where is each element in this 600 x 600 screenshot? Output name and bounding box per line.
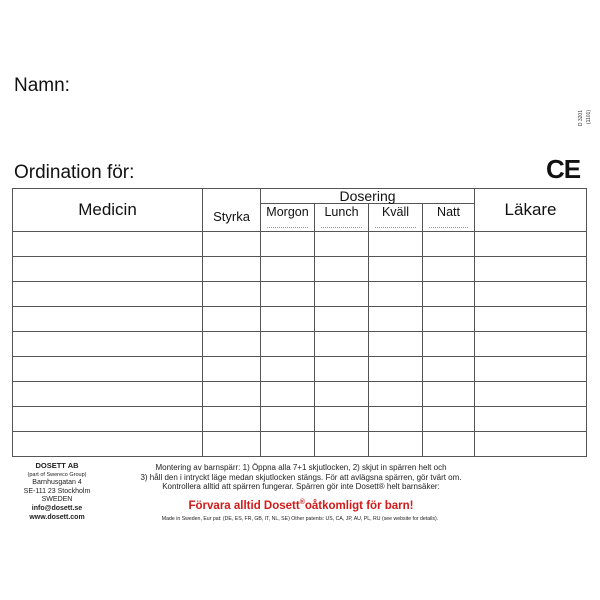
table-cell[interactable] (315, 382, 369, 407)
table-cell[interactable] (203, 282, 261, 307)
table-cell[interactable] (13, 357, 203, 382)
instructions-line: Kontrollera alltid att spärren fungerar. Spärren gör inte Dosett® helt barnsäker: (162, 482, 440, 492)
table-row (13, 407, 587, 432)
table-cell[interactable] (315, 357, 369, 382)
column-header-styrka: Styrka (203, 189, 261, 232)
table-cell[interactable] (423, 257, 475, 282)
table-cell[interactable] (261, 432, 315, 457)
table-cell[interactable] (369, 282, 423, 307)
ordination-label: Ordination för: (14, 162, 135, 183)
fill-line (321, 227, 362, 228)
table-cell[interactable] (423, 232, 475, 257)
company-street: Barnhusgatan 4 (32, 479, 82, 487)
table-cell[interactable] (261, 257, 315, 282)
subheader-label: Kväll (381, 205, 410, 219)
warning-text-part1: Förvara alltid Dosett (188, 499, 300, 512)
table-cell[interactable] (315, 307, 369, 332)
assembly-instructions (116, 463, 486, 492)
table-cell[interactable] (475, 357, 587, 382)
table-cell[interactable] (203, 432, 261, 457)
subheader-natt (423, 204, 475, 232)
table-cell[interactable] (315, 432, 369, 457)
table-cell[interactable] (315, 332, 369, 357)
company-country: SWEDEN (41, 496, 73, 504)
subheader-kvall (369, 204, 423, 232)
table-cell[interactable] (369, 407, 423, 432)
table-cell[interactable] (203, 332, 261, 357)
table-row (13, 382, 587, 407)
table-cell[interactable] (423, 432, 475, 457)
child-safety-warning (116, 499, 486, 512)
table-cell[interactable] (13, 407, 203, 432)
company-email-link[interactable]: info@dosett.se (31, 504, 83, 512)
company-name: DOSETT AB (35, 461, 79, 470)
table-cell[interactable] (13, 432, 203, 457)
table-cell[interactable] (13, 232, 203, 257)
table-cell[interactable] (475, 282, 587, 307)
company-group: (part of Swereco Group) (27, 471, 87, 478)
table-cell[interactable] (261, 307, 315, 332)
ce-mark-icon: CE (546, 154, 581, 184)
table-cell[interactable] (423, 282, 475, 307)
table-cell[interactable] (423, 307, 475, 332)
table-cell[interactable] (423, 382, 475, 407)
table-cell[interactable] (13, 257, 203, 282)
table-cell[interactable] (475, 332, 587, 357)
form-code-number: D 3201 (578, 110, 584, 127)
instructions-line: 3) håll den i intryckt läge medan skjutlocken stängs. För att avlägsna spärren, gör tvärt om. (140, 472, 462, 482)
table-cell[interactable] (369, 382, 423, 407)
table-cell[interactable] (369, 257, 423, 282)
table-cell[interactable] (13, 382, 203, 407)
table-cell[interactable] (315, 232, 369, 257)
table-cell[interactable] (315, 282, 369, 307)
subheader-label: Natt (437, 205, 460, 219)
table-cell[interactable] (369, 332, 423, 357)
subheader-morgon (261, 204, 315, 232)
table-cell[interactable] (475, 307, 587, 332)
medication-table (12, 188, 587, 457)
table-cell[interactable] (475, 257, 587, 282)
column-header-lakare: Läkare (475, 189, 587, 232)
table-cell[interactable] (261, 232, 315, 257)
form-code-revision: (1101) (586, 110, 592, 125)
fill-line (375, 227, 416, 228)
table-cell[interactable] (203, 257, 261, 282)
warning-text-part2: oåtkomligt för barn! (304, 499, 414, 512)
table-row (13, 232, 587, 257)
table-cell[interactable] (475, 407, 587, 432)
table-row (13, 432, 587, 457)
column-header-medicin: Medicin (13, 189, 203, 232)
table-cell[interactable] (261, 382, 315, 407)
table-cell[interactable] (423, 332, 475, 357)
medication-table-body (13, 232, 587, 457)
registered-mark: ® (299, 499, 305, 506)
patent-notice: Made in Sweden, Eur pat: (DE, ES, FR, GB, IT, NL, SE) Other patents: US, CA, JP, AU, PL, RU (see website for details). (161, 516, 439, 522)
table-row (13, 332, 587, 357)
table-cell[interactable] (423, 407, 475, 432)
table-cell[interactable] (203, 232, 261, 257)
table-cell[interactable] (13, 282, 203, 307)
company-postal: SE-111 23 Stockholm (23, 487, 91, 495)
instructions-line: Montering av barnspärr: 1) Öppna alla 7+1 skjutlocken, 2) skjut in spärren helt och (155, 463, 447, 472)
table-row (13, 282, 587, 307)
column-header-dosering: Dosering (261, 189, 475, 204)
medication-table-wrap (12, 188, 586, 457)
table-cell[interactable] (203, 357, 261, 382)
table-cell[interactable] (261, 357, 315, 382)
table-cell[interactable] (315, 407, 369, 432)
subheader-label: Morgon (266, 205, 309, 219)
table-row (13, 307, 587, 332)
table-row (13, 357, 587, 382)
table-cell[interactable] (13, 332, 203, 357)
table-cell[interactable] (475, 432, 587, 457)
table-cell[interactable] (369, 307, 423, 332)
table-cell[interactable] (261, 332, 315, 357)
table-cell[interactable] (423, 357, 475, 382)
table-cell[interactable] (369, 232, 423, 257)
table-cell[interactable] (203, 307, 261, 332)
company-web-link[interactable]: www.dosett.com (29, 513, 85, 521)
table-cell[interactable] (369, 357, 423, 382)
table-cell[interactable] (369, 432, 423, 457)
table-cell[interactable] (203, 382, 261, 407)
table-cell[interactable] (475, 232, 587, 257)
subheader-lunch (315, 204, 369, 232)
table-row (13, 257, 587, 282)
form-code (576, 110, 600, 150)
fill-line (429, 227, 468, 228)
table-cell[interactable] (13, 307, 203, 332)
name-label: Namn: (14, 75, 70, 96)
table-cell[interactable] (261, 407, 315, 432)
fill-line (267, 227, 308, 228)
table-cell[interactable] (261, 282, 315, 307)
company-address-block (12, 462, 102, 522)
subheader-label: Lunch (324, 205, 359, 219)
table-cell[interactable] (203, 407, 261, 432)
table-cell[interactable] (475, 382, 587, 407)
table-cell[interactable] (315, 257, 369, 282)
